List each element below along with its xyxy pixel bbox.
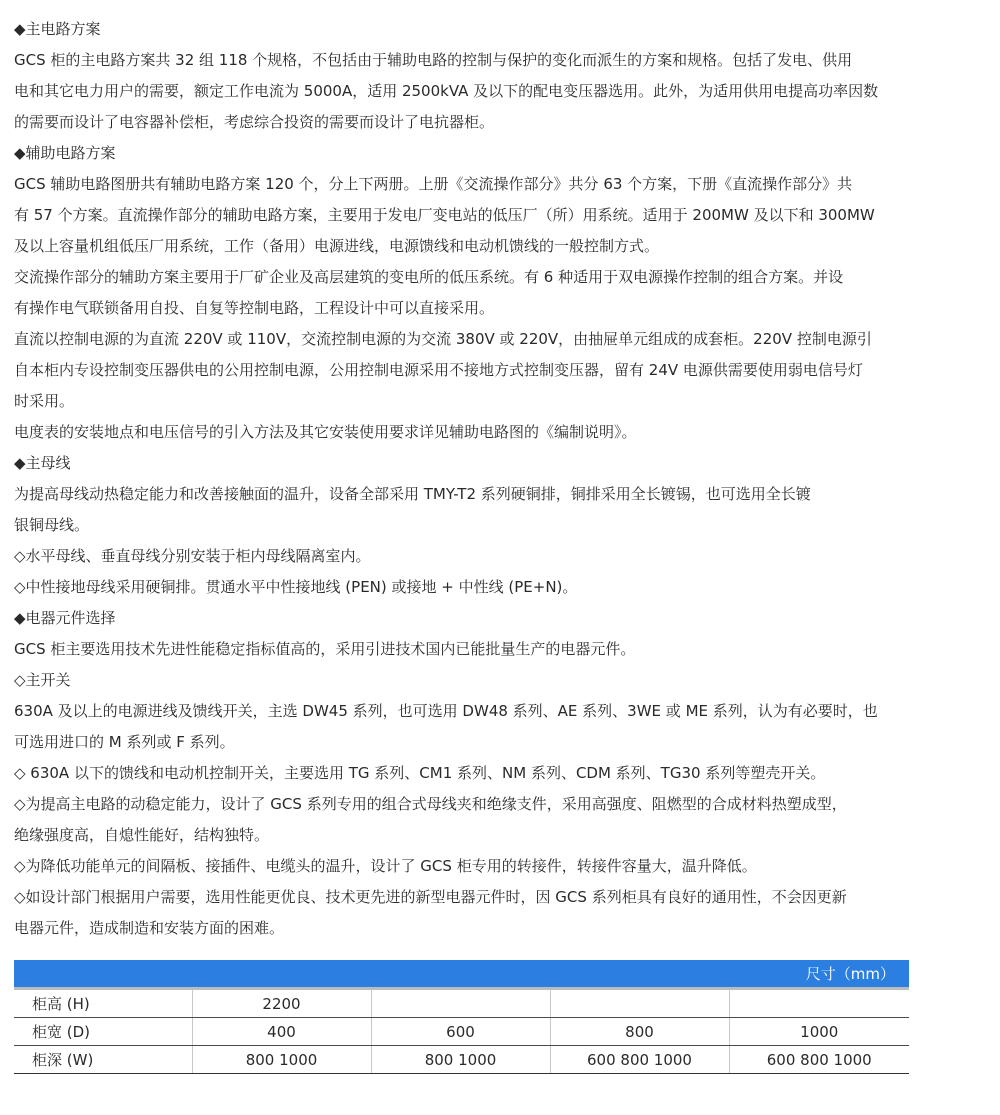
- section-heading-components: ◆电器元件选择: [14, 609, 116, 627]
- table-cell: 600 800 1000: [550, 1046, 729, 1074]
- table-row: [14, 1046, 909, 1074]
- row-label: 柜高 (H): [14, 989, 192, 1018]
- dimension-table: [14, 960, 909, 1074]
- sub-item-line: ◇ 630A 以下的馈线和电动机控制开关，主要选用 TG 系列、CM1 系列、NM 系列、CDM 系列、TG30 系列等塑壳开关。: [14, 764, 826, 782]
- row-label: 柜宽 (D): [14, 1018, 192, 1046]
- sub-item-line: ◇为提高主电路的动稳定能力，设计了 GCS 系列专用的组合式母线夹和绝缘支件，采用高强度、阻燃型的合成材料热塑成型，: [14, 795, 847, 813]
- table-cell: [550, 989, 729, 1018]
- table-cell: 600: [371, 1018, 550, 1046]
- sub-item-line: ◇如设计部门根据用户需要，选用性能更优良、技术更先进的新型电器元件时，因 GCS 系列柜具有良好的通用性，不会因更新: [14, 888, 847, 906]
- table-cell: 800 1000: [192, 1046, 371, 1074]
- table-cell: 400: [192, 1018, 371, 1046]
- table-cell: [729, 989, 909, 1018]
- table-cell: 2200: [192, 989, 371, 1018]
- section-heading-main-busbar: ◆主母线: [14, 454, 71, 472]
- document-body: [14, 14, 914, 944]
- paragraph-line: 电器元件，造成制造和安装方面的困难。: [14, 919, 285, 937]
- sub-item-line: ◇中性接地母线采用硬铜排。贯通水平中性接地线 (PEN) 或接地 + 中性线 (PE+N)。: [14, 578, 578, 596]
- paragraph-line: 电度表的安装地点和电压信号的引入方法及其它安装使用要求详见辅助电路图的《编制说明》。: [14, 423, 637, 441]
- table-row: [14, 989, 909, 1018]
- paragraph-line: 自本柜内专设控制变压器供电的公用控制电源，公用控制电源采用不接地方式控制变压器，留有 24V 电源供需要使用弱电信号灯: [14, 361, 863, 379]
- sub-item-line: ◇水平母线、垂直母线分别安装于柜内母线隔离室内。: [14, 547, 371, 565]
- table-header-row: [14, 960, 909, 989]
- table-cell: 800: [550, 1018, 729, 1046]
- paragraph-line: 电和其它电力用户的需要，额定工作电流为 5000A，适用 2500kVA 及以下的配电变压器选用。此外，为适用供用电提高功率因数: [14, 82, 879, 100]
- section-heading-main-circuit: ◆主电路方案: [14, 20, 101, 38]
- paragraph-line: GCS 柜主要选用技术先进性能稳定指标值高的，采用引进技术国内已能批量生产的电器元件。: [14, 640, 636, 658]
- section-heading-aux-circuit: ◆辅助电路方案: [14, 144, 116, 162]
- paragraph-line: 绝缘强度高，自熄性能好，结构独特。: [14, 826, 270, 844]
- paragraph-line: GCS 柜的主电路方案共 32 组 118 个规格，不包括由于辅助电路的控制与保护的变化而派生的方案和规格。包括了发电、供用: [14, 51, 853, 69]
- paragraph-line: 交流操作部分的辅助方案主要用于厂矿企业及高层建筑的变电所的低压系统。有 6 种适用于双电源操作控制的组合方案。并设: [14, 268, 844, 286]
- paragraph-line: 有操作电气联锁备用自投、自复等控制电路，工程设计中可以直接采用。: [14, 299, 495, 317]
- paragraph-line: 时采用。: [14, 392, 75, 410]
- paragraph-line: 可选用进口的 M 系列或 F 系列。: [14, 733, 235, 751]
- table-cell: [371, 989, 550, 1018]
- paragraph-line: 直流以控制电源的为直流 220V 或 110V，交流控制电源的为交流 380V 或 220V，由抽屉单元组成的成套柜。220V 控制电源引: [14, 330, 872, 348]
- paragraph-line: 及以上容量机组低压厂用系统，工作（备用）电源进线，电源馈线和电动机馈线的一般控制方式。: [14, 237, 660, 255]
- paragraph-line: 630A 及以上的电源进线及馈线开关，主选 DW45 系列，也可选用 DW48 系列、AE 系列、3WE 或 ME 系列，认为有必要时，也: [14, 702, 878, 720]
- sub-item-line: ◇为降低功能单元的间隔板、接插件、电缆头的温升，设计了 GCS 柜专用的转接件，转接件容量大，温升降低。: [14, 857, 757, 875]
- table-cell: 1000: [729, 1018, 909, 1046]
- paragraph-line: 有 57 个方案。直流操作部分的辅助电路方案，主要用于发电厂变电站的低压厂（所）用系统。适用于 200MW 及以下和 300MW: [14, 206, 875, 224]
- sub-heading-main-switch: ◇主开关: [14, 671, 71, 689]
- table-cell: 600 800 1000: [729, 1046, 909, 1074]
- paragraph-line: 银铜母线。: [14, 516, 90, 534]
- table-row: [14, 1018, 909, 1046]
- table-header-unit: 尺寸（mm）: [14, 960, 909, 989]
- row-label: 柜深 (W): [14, 1046, 192, 1074]
- table-cell: 800 1000: [371, 1046, 550, 1074]
- paragraph-line: GCS 辅助电路图册共有辅助电路方案 120 个，分上下两册。上册《交流操作部分》共分 63 个方案，下册《直流操作部分》共: [14, 175, 853, 193]
- paragraph-line: 的需要而设计了电容器补偿柜，考虑综合投资的需要而设计了电抗器柜。: [14, 113, 495, 131]
- paragraph-line: 为提高母线动热稳定能力和改善接触面的温升，设备全部采用 TMY-T2 系列硬铜排，铜排采用全长镀锡，也可选用全长镀: [14, 485, 811, 503]
